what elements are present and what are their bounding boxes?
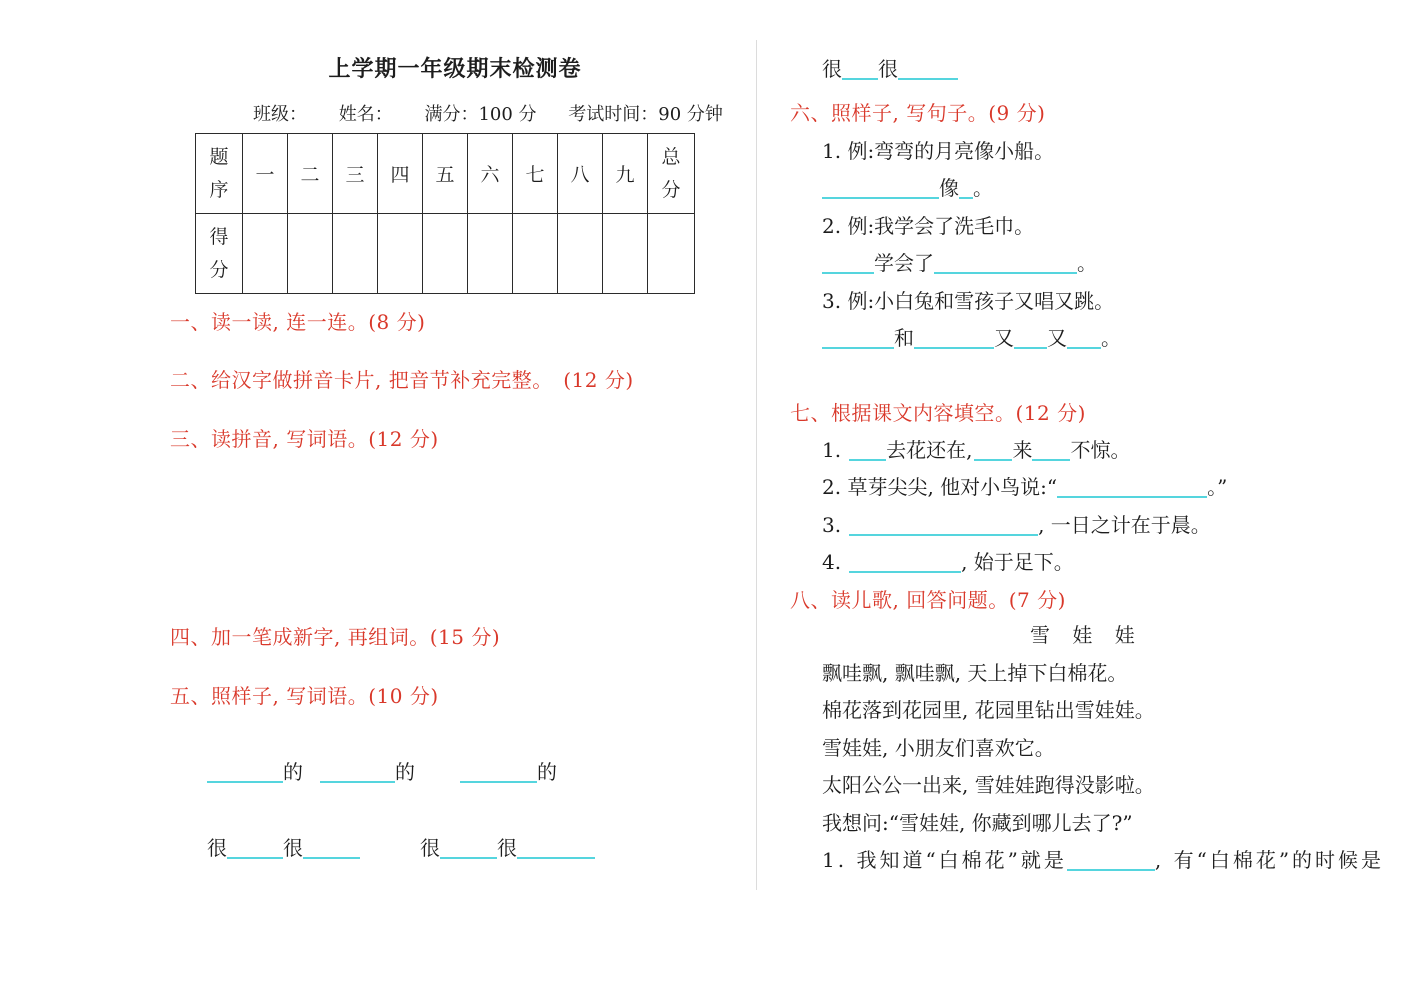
blank-underline bbox=[849, 516, 1038, 536]
blank-underline bbox=[227, 839, 283, 859]
blank-underline bbox=[1067, 329, 1101, 349]
fill-question-4: 4. , 始于足下。 bbox=[822, 550, 1074, 574]
poem-question-1: 1. 我知道“白棉花”就是 , 有“白棉花”的时候是 bbox=[822, 848, 1385, 872]
score-cell bbox=[648, 214, 695, 294]
score-table bbox=[195, 133, 695, 294]
poem-line: 太阳公公一出来, 雪娃娃跑得没影啦。 bbox=[822, 773, 1155, 797]
table-cell-col5: 五 bbox=[423, 134, 468, 214]
score-cell bbox=[513, 214, 558, 294]
fill-question-3: 3. , 一日之计在于晨。 bbox=[822, 513, 1211, 537]
blank-underline bbox=[898, 60, 958, 80]
blank-underline bbox=[842, 60, 878, 80]
poem-line: 棉花落到花园里, 花园里钻出雪娃娃。 bbox=[822, 698, 1155, 722]
score-cell bbox=[243, 214, 288, 294]
table-cell-col2: 二 bbox=[288, 134, 333, 214]
table-cell-col8: 八 bbox=[558, 134, 603, 214]
poem-line: 雪娃娃, 小朋友们喜欢它。 bbox=[822, 736, 1055, 760]
column-divider bbox=[756, 40, 757, 890]
score-cell bbox=[288, 214, 333, 294]
example-sentence-3: 3. 例:小白兔和雪孩子又唱又跳。 bbox=[822, 289, 1115, 313]
score-cell bbox=[378, 214, 423, 294]
score-table-header-row bbox=[196, 134, 695, 214]
answer-line-1: 像 。 bbox=[822, 172, 993, 201]
section-heading-7: 七、根据课文内容填空。(12 分) bbox=[790, 401, 1086, 425]
blank-underline bbox=[1032, 441, 1070, 461]
section-heading-5: 五、照样子, 写词语。(10 分) bbox=[170, 684, 439, 708]
score-cell bbox=[558, 214, 603, 294]
score-cell bbox=[423, 214, 468, 294]
score-table-score-row bbox=[196, 214, 695, 294]
blank-underline bbox=[849, 441, 886, 461]
blank-underline bbox=[1067, 851, 1155, 871]
table-cell-col7: 七 bbox=[513, 134, 558, 214]
full-score-label: 满分：100 分 bbox=[424, 104, 537, 125]
example-sentence-2: 2. 例:我学会了洗毛巾。 bbox=[822, 214, 1035, 238]
blank-underline bbox=[959, 179, 973, 199]
blank-underline bbox=[849, 553, 961, 573]
section-heading-2: 二、给汉字做拼音卡片, 把音节补充完整。 (12 分) bbox=[170, 368, 634, 392]
fill-blank-line-hen-right: 很 很 bbox=[822, 53, 958, 82]
score-cell bbox=[333, 214, 378, 294]
fill-blank-line-hen-left: 很 很 很 很 bbox=[207, 832, 595, 861]
time-label: 考试时间：90 分钟 bbox=[568, 104, 723, 125]
table-cell-defen: 得分 bbox=[196, 214, 243, 294]
score-cell bbox=[603, 214, 648, 294]
table-cell-col1: 一 bbox=[243, 134, 288, 214]
blank-underline bbox=[974, 441, 1012, 461]
blank-underline bbox=[1057, 478, 1207, 498]
blank-underline bbox=[207, 763, 283, 783]
name-label: 姓名： bbox=[338, 104, 393, 125]
blank-underline bbox=[320, 763, 395, 783]
section-heading-1: 一、读一读, 连一连。(8 分) bbox=[170, 310, 426, 334]
example-sentence-1: 1. 例:弯弯的月亮像小船。 bbox=[822, 139, 1055, 163]
blank-underline bbox=[914, 329, 994, 349]
fill-blank-line-de: 的 的 的 bbox=[207, 756, 557, 785]
class-label: 班级： bbox=[253, 104, 307, 125]
table-cell-col3: 三 bbox=[333, 134, 378, 214]
table-cell-total: 总分 bbox=[648, 134, 695, 214]
answer-line-2: 学会了 。 bbox=[822, 247, 1097, 276]
answer-line-3: 和 又 又 。 bbox=[822, 322, 1121, 351]
poem-title: 雪 娃 娃 bbox=[1030, 623, 1137, 647]
score-cell bbox=[468, 214, 513, 294]
blank-underline bbox=[934, 254, 1077, 274]
blank-underline bbox=[1014, 329, 1047, 349]
blank-underline bbox=[460, 763, 537, 783]
blank-underline bbox=[303, 839, 360, 859]
fill-question-2: 2. 草芽尖尖, 他对小鸟说:“ 。” bbox=[822, 475, 1228, 499]
section-heading-6: 六、照样子, 写句子。(9 分) bbox=[790, 101, 1046, 125]
poem-line: 我想问:“雪娃娃, 你藏到哪儿去了?” bbox=[822, 811, 1133, 835]
section-heading-8: 八、读儿歌, 回答问题。(7 分) bbox=[790, 588, 1066, 612]
blank-underline bbox=[822, 179, 939, 199]
blank-underline bbox=[440, 839, 497, 859]
section-heading-3: 三、读拼音, 写词语。(12 分) bbox=[170, 427, 439, 451]
table-cell-col9: 九 bbox=[603, 134, 648, 214]
poem-line: 飘哇飘, 飘哇飘, 天上掉下白棉花。 bbox=[822, 661, 1128, 685]
blank-underline bbox=[822, 329, 894, 349]
exam-info bbox=[253, 100, 749, 126]
table-cell-col6: 六 bbox=[468, 134, 513, 214]
blank-underline bbox=[822, 254, 874, 274]
table-cell-tixu: 题序 bbox=[196, 134, 243, 214]
section-heading-4: 四、加一笔成新字, 再组词。(15 分) bbox=[170, 625, 501, 649]
table-cell-col4: 四 bbox=[378, 134, 423, 214]
fill-question-1: 1. 去花还在, 来 不惊。 bbox=[822, 438, 1131, 462]
page-title: 上学期一年级期末检测卷 bbox=[328, 57, 582, 82]
blank-underline bbox=[517, 839, 595, 859]
